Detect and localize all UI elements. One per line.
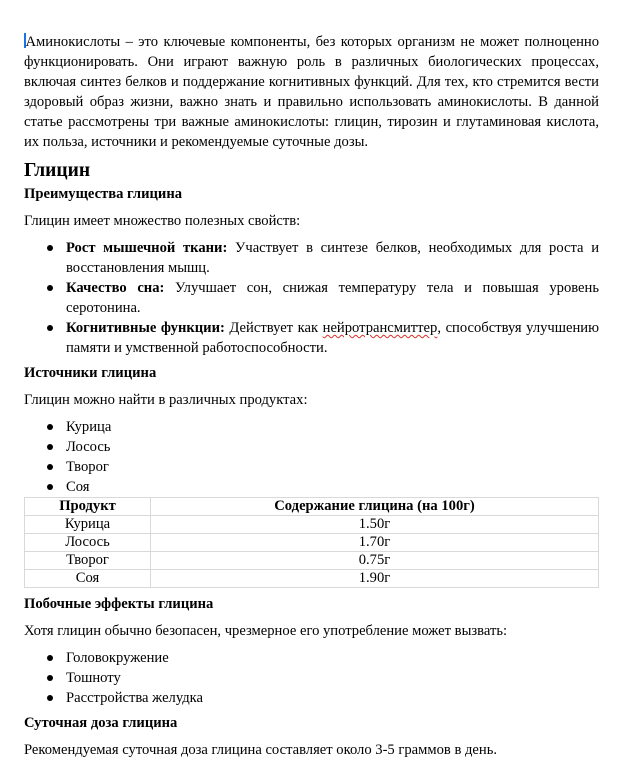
table-row xyxy=(25,570,599,588)
list-item xyxy=(66,278,599,318)
side-effects-heading: Побочные эффекты глицина xyxy=(24,596,214,612)
table-cell: 1.50г xyxy=(151,516,599,534)
list-item: Тошноту xyxy=(66,668,599,688)
side-effects-list xyxy=(24,648,599,708)
sources-heading: Источники глицина xyxy=(24,365,157,381)
list-item xyxy=(66,318,599,358)
table-header-row xyxy=(25,498,599,516)
list-item: Соя xyxy=(66,477,599,497)
document-page[interactable] xyxy=(24,32,599,760)
table-cell: Соя xyxy=(25,570,151,588)
benefits-lead: Глицин имеет множество полезных свойств: xyxy=(24,213,301,229)
list-item: Головокружение xyxy=(66,648,599,668)
table-row xyxy=(25,534,599,552)
benefit-text: Действует как xyxy=(224,320,323,336)
benefit-text: Улучшает сон, снижая температуру тела и повышая уровень серотонина. xyxy=(66,280,599,316)
benefit-label: Рост мышечной ткани: xyxy=(66,240,228,256)
list-item: Расстройства желудка xyxy=(66,688,599,708)
table-header-content: Содержание глицина (на 100г) xyxy=(151,498,599,516)
table-header-product: Продукт xyxy=(25,498,151,516)
list-item: Лосось xyxy=(66,437,599,457)
table-row xyxy=(25,552,599,570)
benefit-label: Когнитивные функции: xyxy=(66,320,225,336)
table-row xyxy=(25,516,599,534)
list-item: Курица xyxy=(66,417,599,437)
sources-list xyxy=(24,417,599,497)
list-item xyxy=(66,238,599,278)
table-cell: Творог xyxy=(25,552,151,570)
table-cell: Курица xyxy=(25,516,151,534)
table-cell: Лосось xyxy=(25,534,151,552)
benefit-text: Участвует в синтезе белков, необходимых для роста и восстановления мышц. xyxy=(66,240,600,276)
benefit-text: , способствуя улучшению памяти и умственной работоспособности. xyxy=(66,320,599,356)
intro-paragraph[interactable] xyxy=(24,32,599,152)
daily-dose-text: Рекомендуемая суточная доза глицина составляет около 3-5 граммов в день. xyxy=(24,742,497,758)
table-cell: 1.90г xyxy=(151,570,599,588)
list-item: Творог xyxy=(66,457,599,477)
glycine-content-table xyxy=(24,497,599,588)
sources-lead: Глицин можно найти в различных продуктах: xyxy=(24,392,308,408)
side-effects-lead: Хотя глицин обычно безопасен, чрезмерное его употребление может вызвать: xyxy=(24,623,508,639)
table-cell: 0.75г xyxy=(151,552,599,570)
spellcheck-word[interactable]: нейротрансмиттер xyxy=(322,320,438,336)
daily-dose-heading: Суточная доза глицина xyxy=(24,715,178,731)
section-title: Глицин xyxy=(24,160,91,181)
benefits-heading: Преимущества глицина xyxy=(24,186,183,202)
table-cell: 1.70г xyxy=(151,534,599,552)
benefits-list xyxy=(24,238,599,358)
benefit-label: Качество сна: xyxy=(66,280,165,296)
intro-text: Аминокислоты – это ключевые компоненты, без которых организм не может полноценно функционировать. Они играют важную роль в различных биологических процессах, включая синтез белков и поддержание когнитивных функций. Для тех, кто стремится вести здоровый образ жизни, важно знать и правильно использовать аминокислоты. В данной статье рассмотрены три важные аминокислоты: глицин, тирозин и глутаминовая кислота, их польза, источники и рекомендуемые суточные дозы. xyxy=(24,34,599,150)
